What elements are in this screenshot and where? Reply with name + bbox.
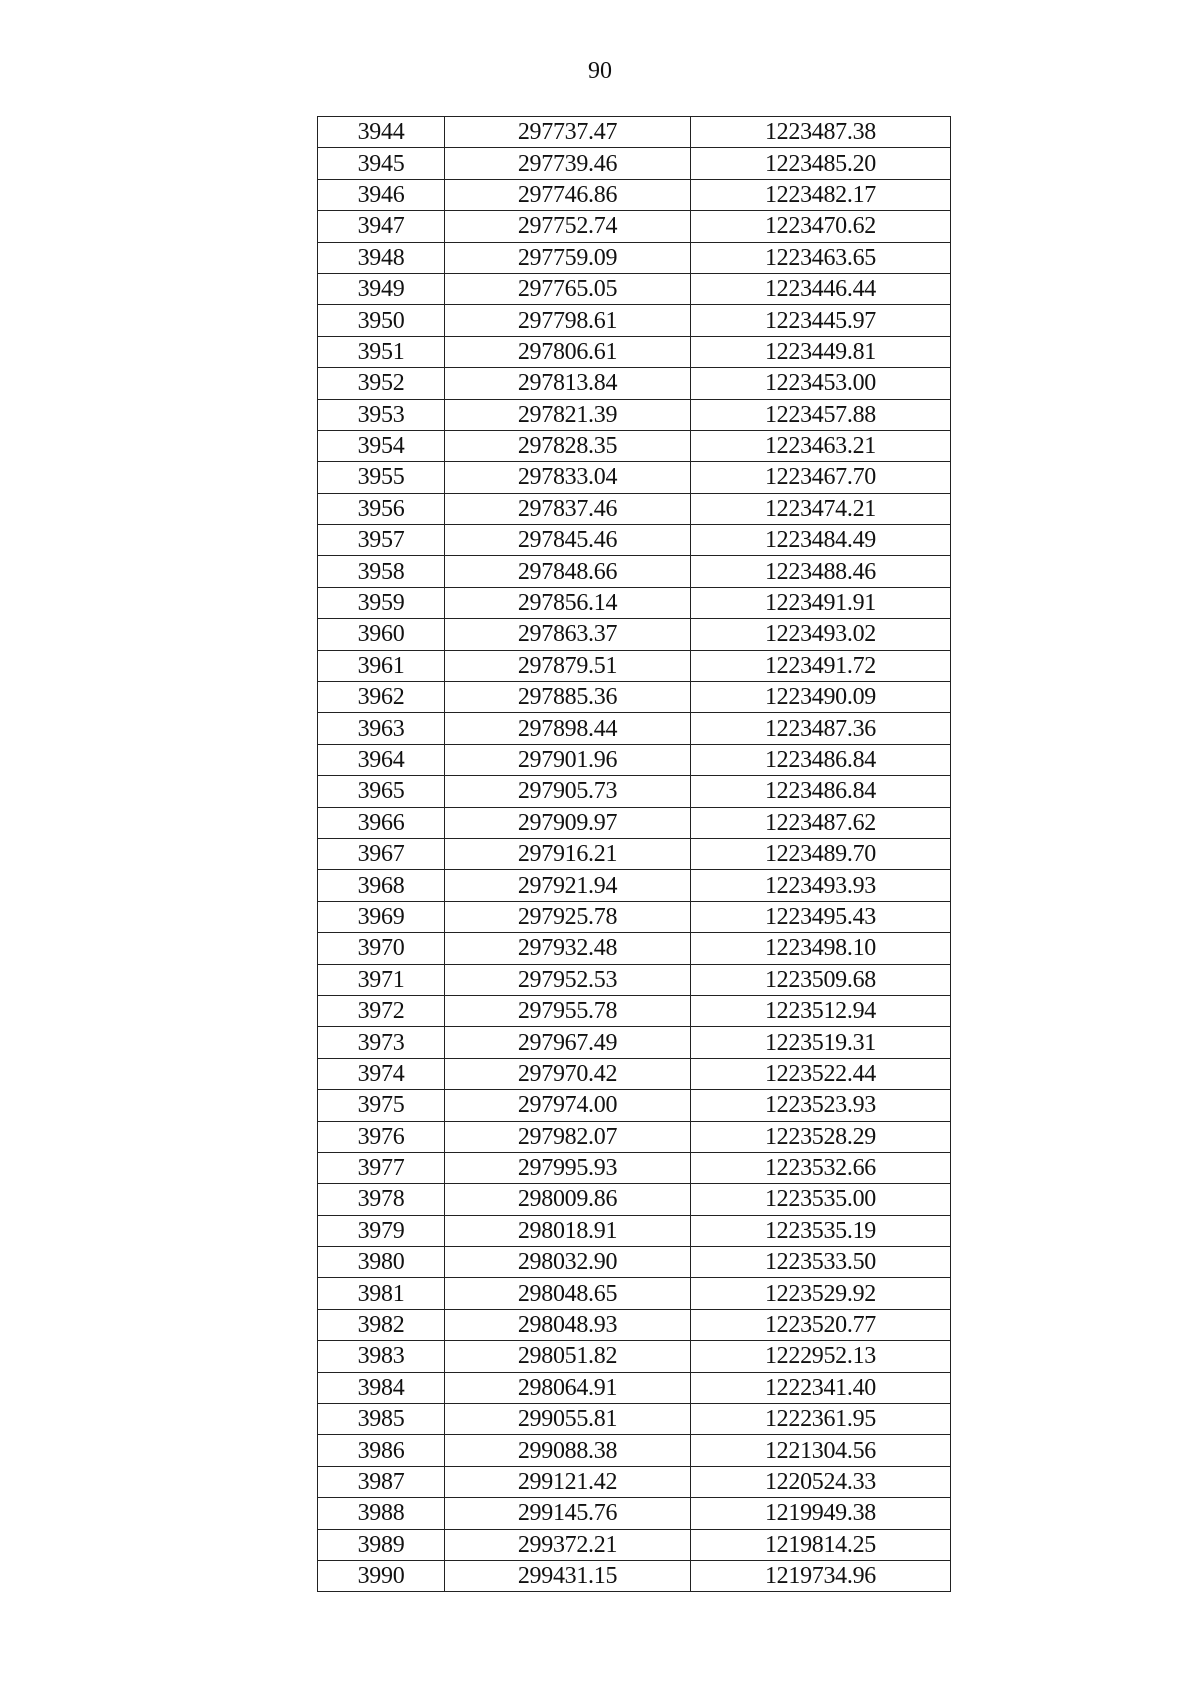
point-number-cell: 3959	[318, 587, 445, 618]
coordinate-table	[317, 116, 951, 1592]
y-coordinate-cell: 1222952.13	[691, 1341, 951, 1372]
x-coordinate-cell: 298051.82	[445, 1341, 691, 1372]
x-coordinate-cell: 297806.61	[445, 336, 691, 367]
x-coordinate-cell: 297955.78	[445, 995, 691, 1026]
y-coordinate-cell: 1223523.93	[691, 1090, 951, 1121]
x-coordinate-cell: 297828.35	[445, 430, 691, 461]
table-row	[318, 1090, 951, 1121]
point-number-cell: 3977	[318, 1152, 445, 1183]
y-coordinate-cell: 1223482.17	[691, 179, 951, 210]
y-coordinate-cell: 1223491.72	[691, 650, 951, 681]
y-coordinate-cell: 1223509.68	[691, 964, 951, 995]
point-number-cell: 3969	[318, 901, 445, 932]
page-number: 90	[588, 58, 612, 84]
x-coordinate-cell: 298064.91	[445, 1372, 691, 1403]
point-number-cell: 3952	[318, 368, 445, 399]
y-coordinate-cell: 1223498.10	[691, 933, 951, 964]
table-row	[318, 1215, 951, 1246]
y-coordinate-cell: 1223522.44	[691, 1058, 951, 1089]
y-coordinate-cell: 1223491.91	[691, 587, 951, 618]
point-number-cell: 3944	[318, 117, 445, 148]
y-coordinate-cell: 1219949.38	[691, 1498, 951, 1529]
x-coordinate-cell: 298032.90	[445, 1247, 691, 1278]
point-number-cell: 3987	[318, 1466, 445, 1497]
table-row	[318, 273, 951, 304]
table-row	[318, 148, 951, 179]
point-number-cell: 3956	[318, 493, 445, 524]
table-row	[318, 995, 951, 1026]
x-coordinate-cell: 297879.51	[445, 650, 691, 681]
x-coordinate-cell: 297798.61	[445, 305, 691, 336]
table-row	[318, 493, 951, 524]
y-coordinate-cell: 1223474.21	[691, 493, 951, 524]
point-number-cell: 3966	[318, 807, 445, 838]
table-row	[318, 1184, 951, 1215]
point-number-cell: 3973	[318, 1027, 445, 1058]
table-row	[318, 117, 951, 148]
y-coordinate-cell: 1223529.92	[691, 1278, 951, 1309]
point-number-cell: 3954	[318, 430, 445, 461]
point-number-cell: 3950	[318, 305, 445, 336]
x-coordinate-cell: 297970.42	[445, 1058, 691, 1089]
table-row	[318, 525, 951, 556]
table-row	[318, 650, 951, 681]
table-row	[318, 1435, 951, 1466]
y-coordinate-cell: 1223470.62	[691, 211, 951, 242]
x-coordinate-cell: 297967.49	[445, 1027, 691, 1058]
x-coordinate-cell: 299145.76	[445, 1498, 691, 1529]
y-coordinate-cell: 1223463.21	[691, 430, 951, 461]
table-row	[318, 1341, 951, 1372]
point-number-cell: 3949	[318, 273, 445, 304]
point-number-cell: 3985	[318, 1404, 445, 1435]
table-row	[318, 179, 951, 210]
x-coordinate-cell: 297737.47	[445, 117, 691, 148]
point-number-cell: 3957	[318, 525, 445, 556]
point-number-cell: 3974	[318, 1058, 445, 1089]
x-coordinate-cell: 297848.66	[445, 556, 691, 587]
y-coordinate-cell: 1223486.84	[691, 776, 951, 807]
y-coordinate-cell: 1223486.84	[691, 744, 951, 775]
x-coordinate-cell: 298009.86	[445, 1184, 691, 1215]
table-row	[318, 682, 951, 713]
table-row	[318, 1466, 951, 1497]
point-number-cell: 3986	[318, 1435, 445, 1466]
x-coordinate-cell: 297974.00	[445, 1090, 691, 1121]
x-coordinate-cell: 297833.04	[445, 462, 691, 493]
y-coordinate-cell: 1223445.97	[691, 305, 951, 336]
point-number-cell: 3978	[318, 1184, 445, 1215]
x-coordinate-cell: 297982.07	[445, 1121, 691, 1152]
x-coordinate-cell: 297837.46	[445, 493, 691, 524]
x-coordinate-cell: 297746.86	[445, 179, 691, 210]
table-row	[318, 619, 951, 650]
x-coordinate-cell: 297752.74	[445, 211, 691, 242]
table-row	[318, 1309, 951, 1340]
x-coordinate-cell: 297885.36	[445, 682, 691, 713]
point-number-cell: 3964	[318, 744, 445, 775]
y-coordinate-cell: 1223520.77	[691, 1309, 951, 1340]
x-coordinate-cell: 297995.93	[445, 1152, 691, 1183]
x-coordinate-cell: 297909.97	[445, 807, 691, 838]
table-row	[318, 587, 951, 618]
x-coordinate-cell: 298048.93	[445, 1309, 691, 1340]
table-row	[318, 1058, 951, 1089]
y-coordinate-cell: 1223535.19	[691, 1215, 951, 1246]
y-coordinate-cell: 1223453.00	[691, 368, 951, 399]
point-number-cell: 3947	[318, 211, 445, 242]
x-coordinate-cell: 299121.42	[445, 1466, 691, 1497]
table-row	[318, 838, 951, 869]
y-coordinate-cell: 1223495.43	[691, 901, 951, 932]
table-row	[318, 1152, 951, 1183]
table-row	[318, 336, 951, 367]
point-number-cell: 3945	[318, 148, 445, 179]
point-number-cell: 3967	[318, 838, 445, 869]
x-coordinate-cell: 297952.53	[445, 964, 691, 995]
x-coordinate-cell: 297813.84	[445, 368, 691, 399]
y-coordinate-cell: 1223532.66	[691, 1152, 951, 1183]
x-coordinate-cell: 297898.44	[445, 713, 691, 744]
x-coordinate-cell: 297901.96	[445, 744, 691, 775]
x-coordinate-cell: 297925.78	[445, 901, 691, 932]
x-coordinate-cell: 298048.65	[445, 1278, 691, 1309]
y-coordinate-cell: 1223446.44	[691, 273, 951, 304]
point-number-cell: 3970	[318, 933, 445, 964]
y-coordinate-cell: 1219734.96	[691, 1560, 951, 1591]
point-number-cell: 3990	[318, 1560, 445, 1591]
y-coordinate-cell: 1223467.70	[691, 462, 951, 493]
point-number-cell: 3982	[318, 1309, 445, 1340]
table-row	[318, 807, 951, 838]
point-number-cell: 3958	[318, 556, 445, 587]
point-number-cell: 3948	[318, 242, 445, 273]
y-coordinate-cell: 1223484.49	[691, 525, 951, 556]
x-coordinate-cell: 297916.21	[445, 838, 691, 869]
y-coordinate-cell: 1222341.40	[691, 1372, 951, 1403]
y-coordinate-cell: 1223463.65	[691, 242, 951, 273]
coordinate-table-body	[318, 117, 951, 1592]
x-coordinate-cell: 297821.39	[445, 399, 691, 430]
x-coordinate-cell: 297739.46	[445, 148, 691, 179]
y-coordinate-cell: 1223493.93	[691, 870, 951, 901]
x-coordinate-cell: 299431.15	[445, 1560, 691, 1591]
table-row	[318, 368, 951, 399]
y-coordinate-cell: 1223487.36	[691, 713, 951, 744]
table-row	[318, 713, 951, 744]
table-row	[318, 556, 951, 587]
x-coordinate-cell: 297932.48	[445, 933, 691, 964]
point-number-cell: 3962	[318, 682, 445, 713]
y-coordinate-cell: 1223457.88	[691, 399, 951, 430]
table-row	[318, 242, 951, 273]
x-coordinate-cell: 299088.38	[445, 1435, 691, 1466]
y-coordinate-cell: 1223493.02	[691, 619, 951, 650]
y-coordinate-cell: 1220524.33	[691, 1466, 951, 1497]
point-number-cell: 3955	[318, 462, 445, 493]
point-number-cell: 3946	[318, 179, 445, 210]
table-row	[318, 1247, 951, 1278]
x-coordinate-cell: 297905.73	[445, 776, 691, 807]
y-coordinate-cell: 1219814.25	[691, 1529, 951, 1560]
point-number-cell: 3963	[318, 713, 445, 744]
table-row	[318, 870, 951, 901]
point-number-cell: 3968	[318, 870, 445, 901]
x-coordinate-cell: 297845.46	[445, 525, 691, 556]
point-number-cell: 3975	[318, 1090, 445, 1121]
table-row	[318, 744, 951, 775]
y-coordinate-cell: 1223485.20	[691, 148, 951, 179]
table-row	[318, 1278, 951, 1309]
point-number-cell: 3981	[318, 1278, 445, 1309]
y-coordinate-cell: 1223487.62	[691, 807, 951, 838]
table-row	[318, 933, 951, 964]
y-coordinate-cell: 1223490.09	[691, 682, 951, 713]
y-coordinate-cell: 1223449.81	[691, 336, 951, 367]
y-coordinate-cell: 1221304.56	[691, 1435, 951, 1466]
x-coordinate-cell: 297856.14	[445, 587, 691, 618]
table-row	[318, 901, 951, 932]
point-number-cell: 3984	[318, 1372, 445, 1403]
x-coordinate-cell: 297921.94	[445, 870, 691, 901]
y-coordinate-cell: 1222361.95	[691, 1404, 951, 1435]
y-coordinate-cell: 1223519.31	[691, 1027, 951, 1058]
table-row	[318, 964, 951, 995]
y-coordinate-cell: 1223487.38	[691, 117, 951, 148]
table-row	[318, 462, 951, 493]
point-number-cell: 3988	[318, 1498, 445, 1529]
table-row	[318, 1560, 951, 1591]
point-number-cell: 3976	[318, 1121, 445, 1152]
point-number-cell: 3989	[318, 1529, 445, 1560]
point-number-cell: 3965	[318, 776, 445, 807]
x-coordinate-cell: 297863.37	[445, 619, 691, 650]
table-row	[318, 1121, 951, 1152]
y-coordinate-cell: 1223533.50	[691, 1247, 951, 1278]
y-coordinate-cell: 1223528.29	[691, 1121, 951, 1152]
table-row	[318, 1529, 951, 1560]
point-number-cell: 3980	[318, 1247, 445, 1278]
y-coordinate-cell: 1223512.94	[691, 995, 951, 1026]
table-row	[318, 1498, 951, 1529]
y-coordinate-cell: 1223535.00	[691, 1184, 951, 1215]
x-coordinate-cell: 297759.09	[445, 242, 691, 273]
table-row	[318, 776, 951, 807]
y-coordinate-cell: 1223489.70	[691, 838, 951, 869]
point-number-cell: 3979	[318, 1215, 445, 1246]
table-row	[318, 1404, 951, 1435]
table-row	[318, 399, 951, 430]
x-coordinate-cell: 297765.05	[445, 273, 691, 304]
point-number-cell: 3972	[318, 995, 445, 1026]
point-number-cell: 3951	[318, 336, 445, 367]
table-row	[318, 211, 951, 242]
point-number-cell: 3960	[318, 619, 445, 650]
table-row	[318, 1027, 951, 1058]
point-number-cell: 3961	[318, 650, 445, 681]
table-row	[318, 305, 951, 336]
table-row	[318, 430, 951, 461]
point-number-cell: 3983	[318, 1341, 445, 1372]
point-number-cell: 3971	[318, 964, 445, 995]
x-coordinate-cell: 299372.21	[445, 1529, 691, 1560]
point-number-cell: 3953	[318, 399, 445, 430]
table-row	[318, 1372, 951, 1403]
y-coordinate-cell: 1223488.46	[691, 556, 951, 587]
x-coordinate-cell: 299055.81	[445, 1404, 691, 1435]
x-coordinate-cell: 298018.91	[445, 1215, 691, 1246]
